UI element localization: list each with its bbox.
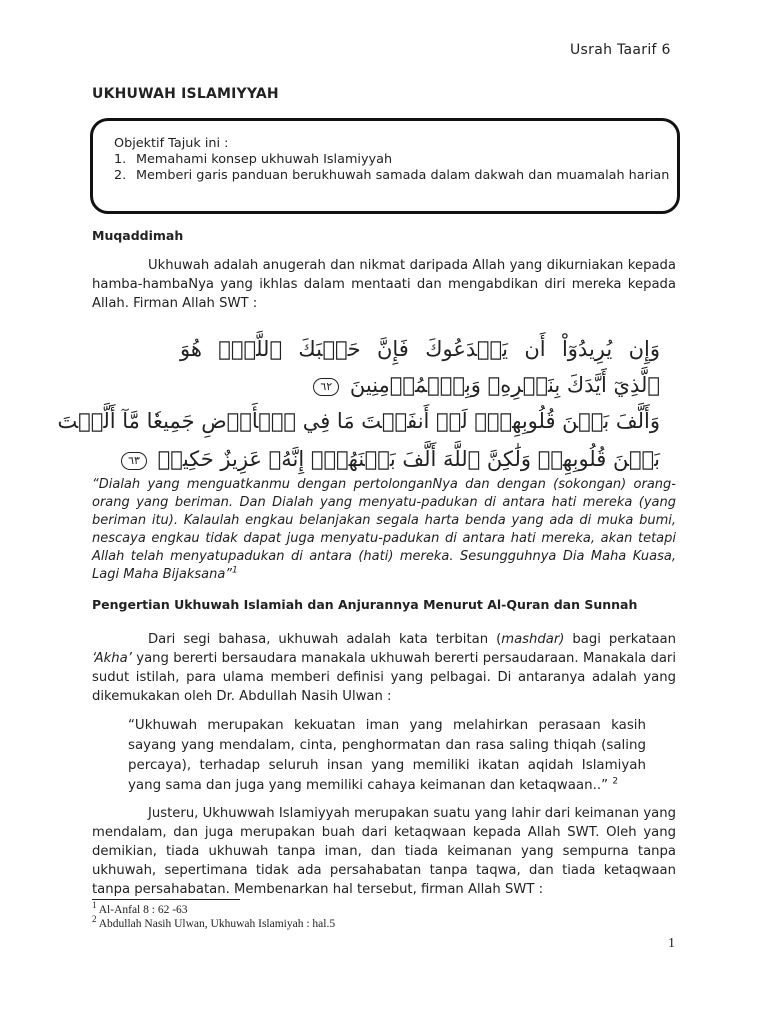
pengertian-paragraph-2 — [92, 804, 676, 899]
footnote-divider — [92, 899, 240, 900]
page-number: 1 — [668, 936, 675, 951]
footnote-mark: 1 — [92, 900, 97, 911]
footnote-mark: 2 — [92, 914, 97, 925]
pengertian-paragraph-1 — [92, 630, 676, 706]
quran-verse-line — [128, 440, 660, 478]
translation-text: “Dialah yang menguatkanmu dengan pertolonganNya dan dengan (sokongan) orang-orang yang beriman. Dan Dialah yang menyatu-padukan di antara hati mereka (yang beriman itu). Kalaulah engkau belanjakan segala harta benda yang ada di muka bumi, nescaya engkau tidak dapat juga menyatu-padukan di antara hati mereka, akan tetapi Allah telah menyatupadukan di antara (hati) mereka. Sesungguhnya Dia Maha Kuasa, Lagi Maha Bijaksana” — [92, 477, 676, 582]
objective-number: 1. — [114, 152, 127, 167]
objective-item — [114, 168, 669, 184]
paragraph-text: yang bererti bersaudara manakala ukhuwah bererti persaudaraan. Manakala dari sudut istilah, para ulama memberi definisi yang pelbagai. Di antaranya adalah yang dikemukakan oleh Dr. Abdullah Nasih Ulwan : — [92, 651, 676, 704]
quran-verse-text: ٱلَّذِيٓ أَيَّدَكَ بِنَصۡرِهِۦ وَبِٱلۡمُؤۡمِنِينَ — [349, 373, 660, 397]
page-title: UKHUWAH ISLAMIYYAH — [92, 86, 279, 102]
objective-item — [114, 152, 669, 168]
objectives-content — [114, 136, 669, 184]
footnote-ref: 2 — [612, 776, 619, 787]
section-heading-pengertian: Pengertian Ukhuwah Islamiah dan Anjurannya Menurut Al-Quran dan Sunnah — [92, 597, 638, 612]
arabic-term: mashdar) — [501, 632, 565, 647]
ayah-number-marker: ٦٢ — [313, 378, 339, 396]
section-heading-muqaddimah: Muqaddimah — [92, 228, 184, 243]
muqaddimah-paragraph — [92, 256, 676, 313]
footnote-text: Abdullah Nasih Ulwan, Ukhuwah Islamiyah : hal.5 — [96, 918, 336, 930]
quran-verse-line — [180, 366, 660, 404]
definition-quote — [128, 716, 646, 796]
footnote — [92, 914, 336, 931]
footnotes — [92, 900, 336, 931]
objectives-heading: Objektif Tajuk ini : — [114, 136, 229, 151]
objective-text: Memberi garis panduan berukhuwah samada dalam dakwah dan muamalah harian — [136, 168, 670, 183]
quran-verse-line: وَإِن يُرِيدُوٓاْ أَن يَخۡدَعُوكَ فَإِنَّ حَسۡبَكَ ٱللَّهُۚ هُوَ — [180, 337, 660, 361]
objective-text: Memahami konsep ukhuwah Islamiyyah — [136, 152, 393, 167]
muqaddimah-text: Ukhuwah adalah anugerah dan nikmat daripada Allah yang dikurniakan kepada hamba-hambaNya yang ikhlas dalam mentaati dan mengabdikan diri mereka kepada Allah. Firman Allah SWT : — [92, 258, 676, 311]
footnote — [92, 900, 335, 917]
ayah-number-marker: ٦٣ — [121, 452, 147, 470]
running-header: Usrah Taarif 6 — [570, 42, 671, 58]
objective-number: 2. — [114, 168, 127, 183]
verse-translation — [92, 476, 676, 584]
quran-verse-text: بَيۡنَ قُلُوبِهِمۡ وَلَٰكِنَّ ٱللَّهَ أَلَّفَ بَيۡنَهُمۡۚ إِنَّهُۥ عَزِيزٌ حَكِيمٞ — [157, 447, 660, 471]
paragraph-text: Justeru, Ukhuwwah Islamiyyah merupakan suatu yang lahir dari keimanan yang mendalam, dan juga merupakan buah dari ketaqwaan kepada Allah SWT. Oleh yang demikian, tiada ukhuwah tanpa iman, dan tiada keimanan yang sempurna tanpa ukhuwah, sepertimana tidak ada persahabatan tanpa taqwa, dan tiada ketaqwaan tanpa persahabatan. Membenarkan hal tersebut, firman Allah SWT : — [92, 806, 676, 897]
footnote-ref: 1 — [232, 565, 238, 576]
quran-verse-line: وَأَلَّفَ بَيۡنَ قُلُوبِهِمۡۚ لَوۡ أَنفَقۡتَ مَا فِي ٱلۡأَرۡضِ جَمِيعٗا مَّآ أَلَّفۡتَ — [57, 409, 660, 433]
footnote-text: Al-Anfal 8 : 62 -63 — [96, 904, 188, 916]
arabic-term: ‘Akha’ — [92, 651, 132, 666]
paragraph-text: Dari segi bahasa, ukhuwah adalah kata terbitan ( — [148, 632, 502, 647]
quote-text: “Ukhuwah merupakan kekuatan iman yang melahirkan perasaan kasih sayang yang mendalam, cinta, penghormatan dan rasa saling thiqah (saling percaya), terhadap seluruh insan yang memiliki ikatan aqidah Islamiyah yang sama dan juga yang memiliki cahaya keimanan dan ketaqwaan..” — [128, 718, 646, 793]
paragraph-text: bagi perkataan — [564, 632, 676, 647]
